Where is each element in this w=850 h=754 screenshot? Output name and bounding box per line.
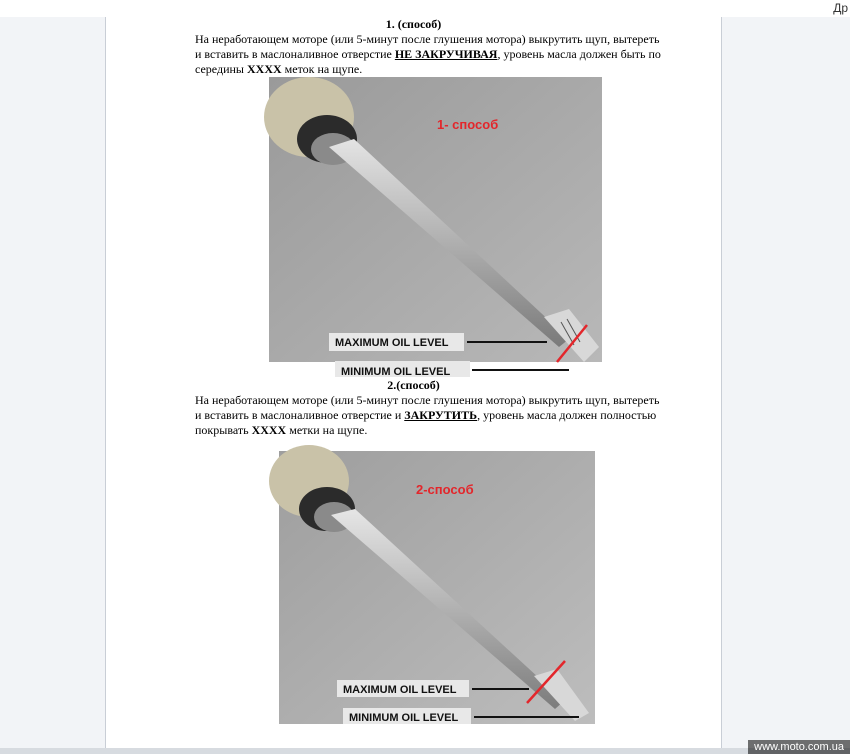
- dipstick-photo-2: [279, 451, 595, 724]
- section2-paragraph: [195, 393, 685, 438]
- emphasis-text: ЗАКРУТИТЬ: [404, 408, 478, 422]
- text-span: и вставить в маслоналивное отверстие: [195, 47, 395, 61]
- bold-text: XXXX: [246, 62, 282, 76]
- text-span: , уровень масла должен полностью: [477, 408, 657, 422]
- dipstick-photo-1: [269, 77, 602, 378]
- bold-text: XXXX: [251, 423, 287, 437]
- horizontal-scrollbar[interactable]: [0, 748, 850, 754]
- section1-paragraph: [195, 32, 685, 77]
- section2-line3: [195, 423, 685, 438]
- text-span: , уровень масла должен быть по: [497, 47, 661, 61]
- text-span: середины: [195, 62, 247, 76]
- max-oil-level-label-1: MAXIMUM OIL LEVEL: [335, 337, 449, 349]
- top-toolbar: [0, 0, 850, 18]
- min-oil-level-label-1: MINIMUM OIL LEVEL: [341, 366, 451, 378]
- section2-line1: На неработающем моторе (или 5-минут после глушения мотора) выкрутить щуп, вытереть: [195, 393, 660, 407]
- section1-line2: [195, 47, 685, 62]
- text-span: меток на щупе.: [281, 62, 363, 76]
- min-oil-level-label-2: MINIMUM OIL LEVEL: [349, 712, 459, 724]
- text-span: покрывать: [195, 423, 252, 437]
- section2-heading: 2.(способ): [387, 378, 440, 392]
- section1-heading: 1. (способ): [385, 17, 442, 31]
- text-span: метки на щупе.: [286, 423, 368, 437]
- right-margin: [720, 17, 850, 754]
- text-span: и вставить в маслоналивное отверстие и: [195, 408, 405, 422]
- section1-line1: На неработающем моторе (или 5-минут после глушения мотора) выкрутить щуп, вытереть: [195, 32, 660, 46]
- photo-title-2: 2-способ: [416, 482, 474, 497]
- max-oil-level-label-2: MAXIMUM OIL LEVEL: [343, 684, 457, 696]
- photo-title-1: 1- способ: [437, 117, 499, 132]
- section1-line3: [195, 62, 685, 77]
- left-margin: [0, 17, 105, 754]
- section2-line2: [195, 408, 685, 423]
- toolbar-label[interactable]: Др: [833, 1, 848, 15]
- document-page: [105, 17, 722, 754]
- site-watermark: www.moto.com.ua: [748, 740, 850, 754]
- emphasis-text: НЕ ЗАКРУЧИВАЯ: [394, 47, 498, 61]
